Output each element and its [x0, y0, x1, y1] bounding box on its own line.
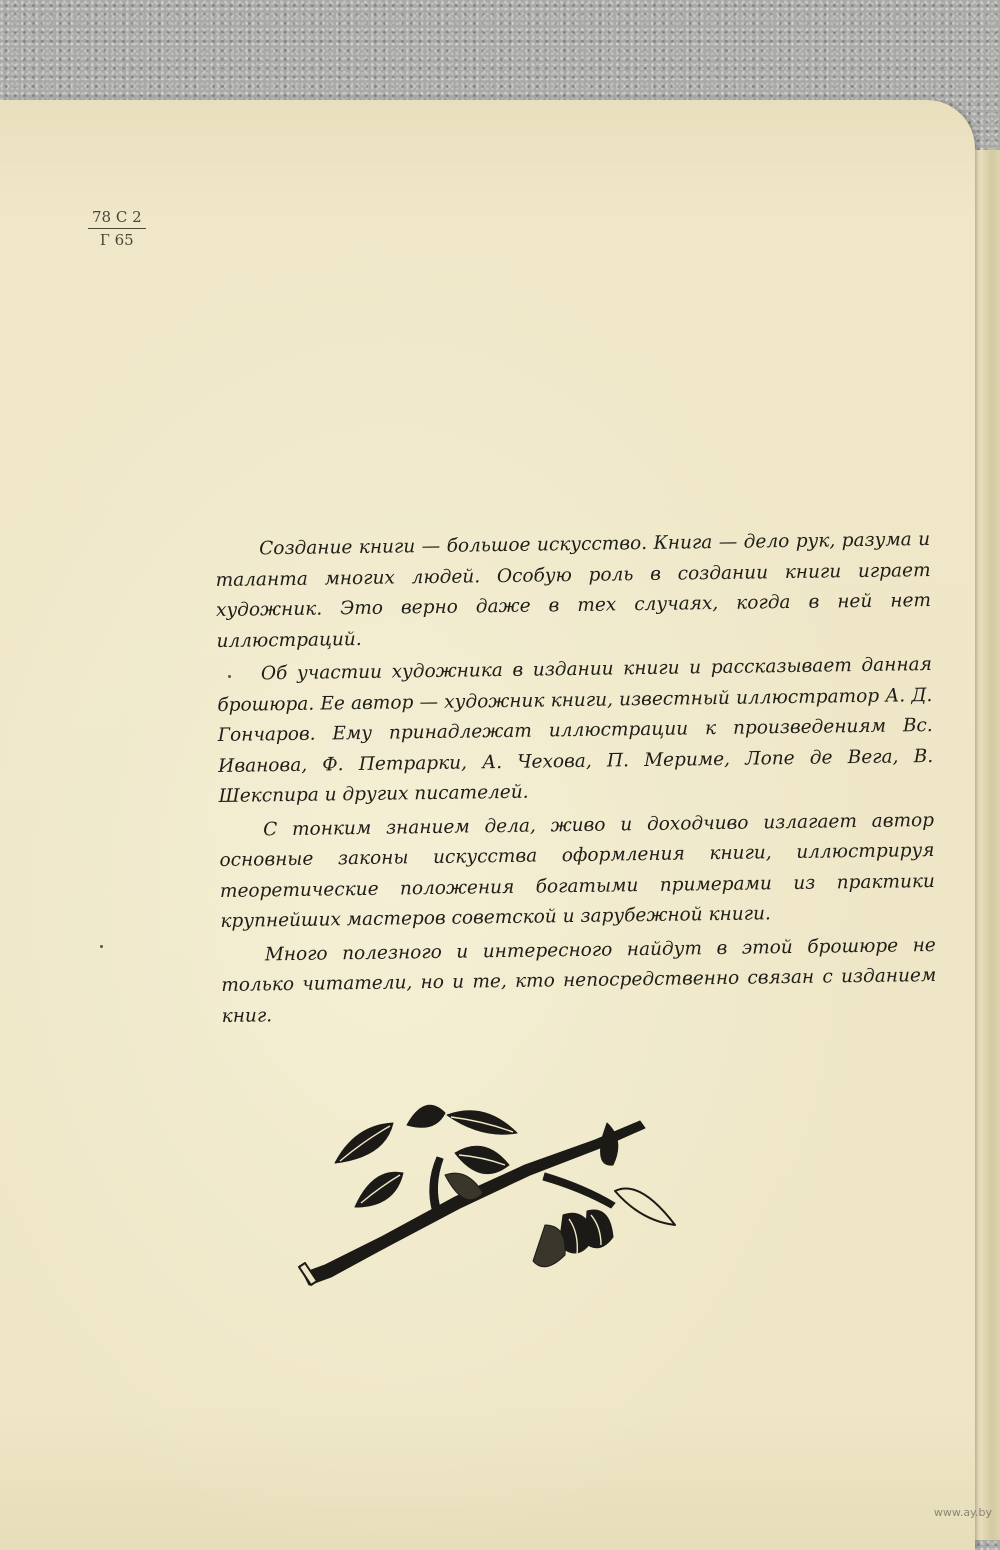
site-watermark: www.ay.by — [933, 1506, 992, 1519]
annotation-paragraph-3: С тонким знанием дела, живо и доходчиво излагает автор основные законы искусства оформления книги, иллюстрируя теоретические положения богатыми примерами из практики крупнейших мастеров советской и зарубежной книги. — [219, 809, 936, 932]
show-through-title — [265, 295, 765, 335]
classification-top: 78 С 2 — [88, 210, 146, 229]
classification-bottom: Г 65 — [99, 231, 134, 249]
print-speck — [228, 675, 231, 678]
branch-with-leaves-icon — [295, 1095, 695, 1305]
annotation-paragraph-2: Об участии художника в издании книги и рассказывает данная брошюра. Ее автор — художник книги, известный иллюстратор А. Д. Гончаров. Ему принадлежат иллюстрации к произведениям Вс. Иванова, Ф. Петрарки, А. Чехова, П. Мериме, Лопе де Вега, В. Шекспира и других писателей. — [217, 654, 934, 807]
book-page — [0, 100, 975, 1550]
print-speck — [100, 945, 103, 948]
annotation-paragraph-1: Создание книги — большое искусство. Книга — дело рук, разума и таланта многих людей. Особую роль в создании книги играет художник. Это верно даже в тех случаях, когда в ней нет иллюстраций. — [215, 529, 932, 652]
annotation-paragraph-4: Много полезного и интересного найдут в этой брошюре не только читатели, но и те, кто непосредственно связан с изданием книг. — [221, 934, 937, 1027]
annotation-text — [215, 525, 937, 1035]
library-classification-code — [88, 210, 146, 248]
